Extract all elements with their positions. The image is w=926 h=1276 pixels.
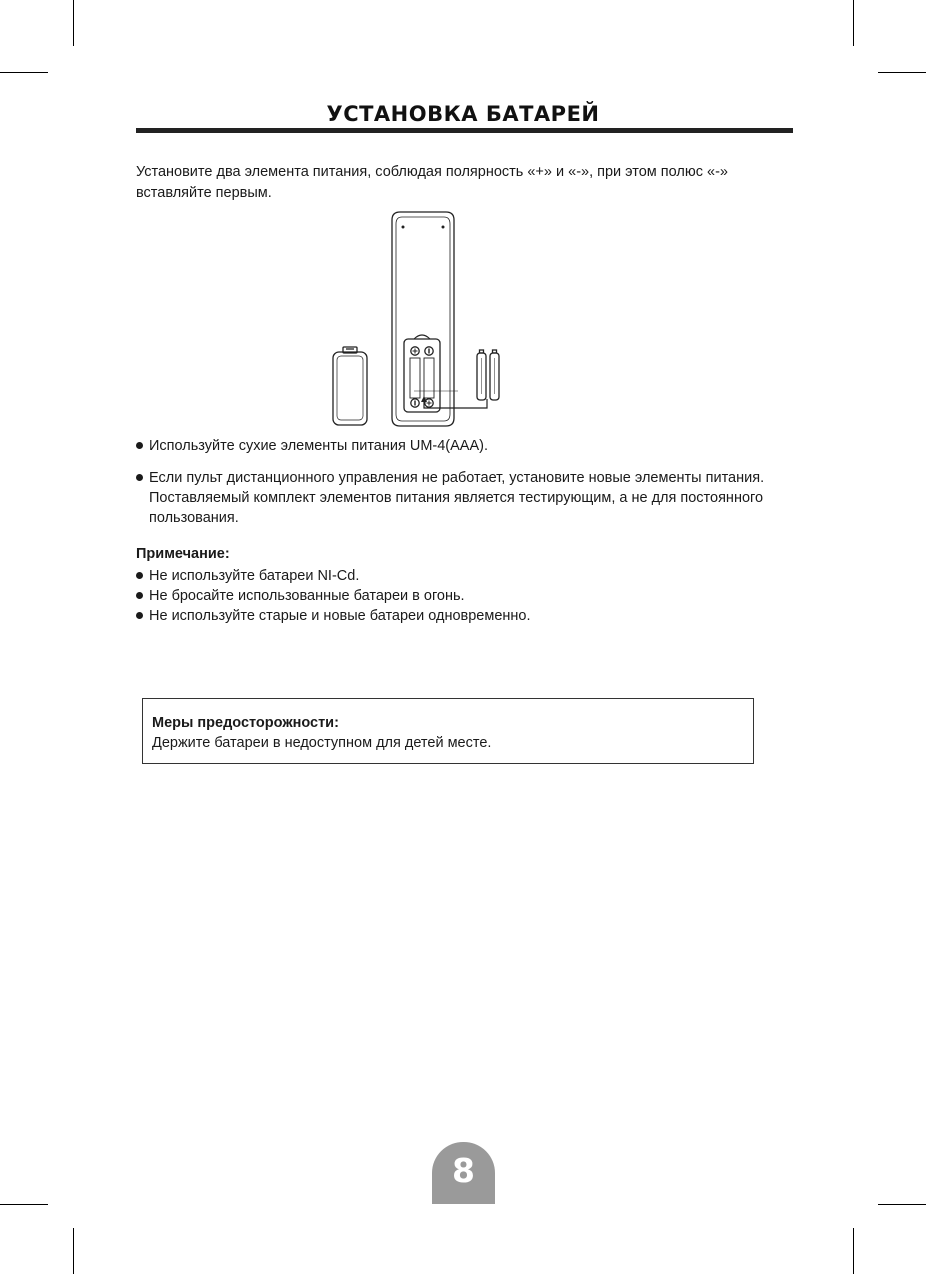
battery-cover-icon <box>333 347 367 425</box>
crop-mark <box>878 72 926 73</box>
note-item: Не используйте старые и новые батареи одновременно. <box>136 606 736 626</box>
remote-control-back-icon <box>392 212 487 426</box>
caution-box <box>142 698 754 764</box>
battery-installation-illustration <box>320 210 520 435</box>
bullet-item: Используйте сухие элементы питания UM-4(AAA). <box>136 436 776 456</box>
crop-mark <box>853 0 854 46</box>
crop-mark <box>73 0 74 46</box>
note-item: Не используйте батареи NI-Cd. <box>136 566 736 586</box>
title-divider <box>136 128 793 133</box>
aaa-batteries-icon <box>477 350 499 400</box>
page-title: УСТАНОВКА БАТАРЕЙ <box>326 102 600 126</box>
crop-mark <box>0 72 48 73</box>
intro-text: Установите два элемента питания, соблюдая полярность «+» и «-», при этом полюс «-» вставляйте первым. <box>136 164 728 201</box>
bullet-item: Если пульт дистанционного управления не работает, установите новые элементы питания. Поставляемый комплект элементов питания является тестирующим, а не для постоянного пользования. <box>136 468 776 528</box>
caution-text: Держите батареи в недоступном для детей месте. <box>152 735 492 751</box>
crop-mark <box>853 1228 854 1274</box>
page-number: 8 <box>432 1142 495 1204</box>
note-list <box>136 566 736 626</box>
note-item: Не бросайте использованные батареи в огонь. <box>136 586 736 606</box>
crop-mark <box>878 1204 926 1205</box>
crop-mark <box>73 1228 74 1274</box>
bullet-list-batteries <box>136 436 776 456</box>
bullet-list-remote <box>136 468 776 528</box>
note-heading: Примечание: <box>136 546 230 562</box>
caution-heading: Меры предосторожности: <box>152 715 339 731</box>
crop-mark <box>0 1204 48 1205</box>
